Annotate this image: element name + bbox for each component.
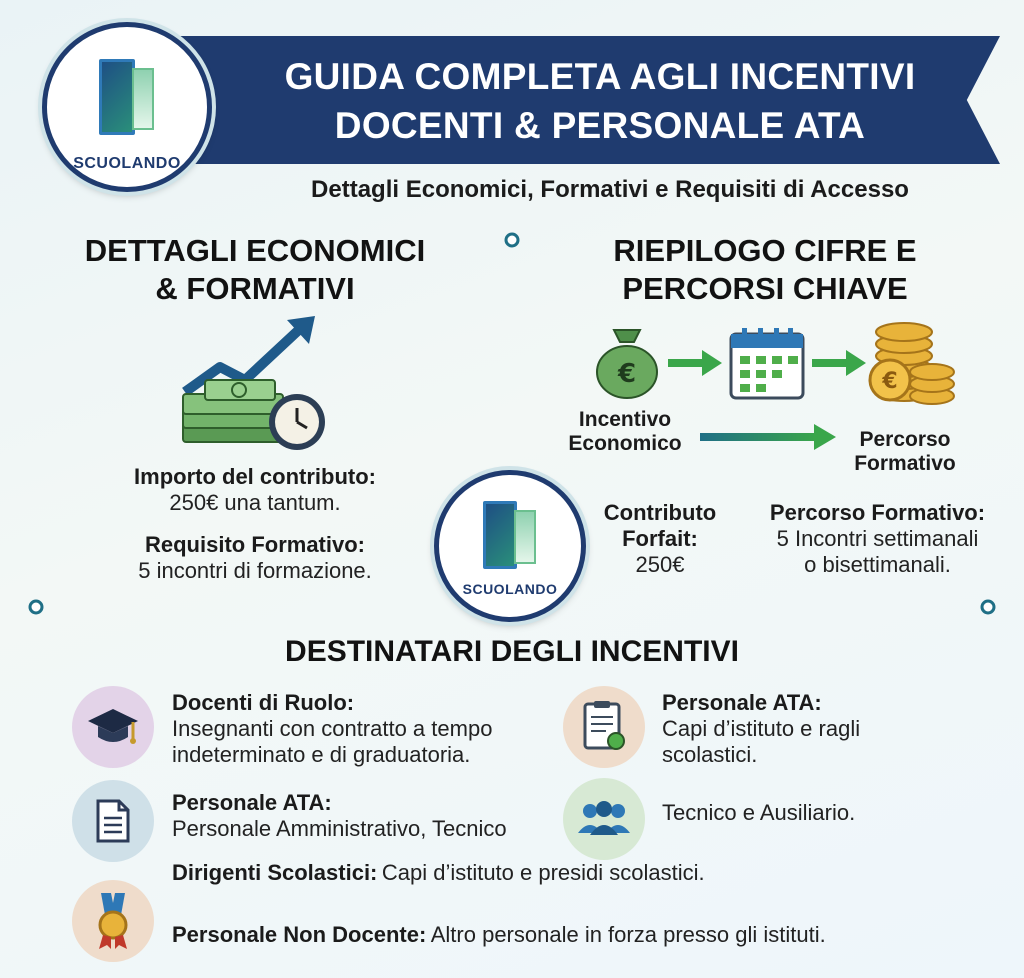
contributo-label: Contributo [603, 500, 717, 525]
logo-center [434, 470, 586, 622]
incentivo-label [545, 408, 705, 456]
svg-text:€: € [617, 359, 637, 389]
contributo-label: Forfait: [622, 526, 698, 551]
docenti-block [172, 690, 562, 768]
docenti-text: Insegnanti con contratto a tempo [172, 716, 493, 741]
importo-block [60, 464, 450, 516]
arrow-long-right-icon [700, 424, 836, 450]
percorso-label [825, 428, 985, 476]
ata1-block [662, 690, 992, 768]
ata2-block [172, 790, 572, 842]
section-title-economici [30, 232, 480, 308]
calendar-icon [728, 326, 806, 402]
dirigenti-label: Dirigenti Scolastici: [172, 860, 378, 885]
requisito-block [50, 532, 460, 584]
requisito-label: Requisito Formativo: [144, 532, 365, 557]
ata1-label: Personale ATA: [662, 690, 822, 715]
percorso-line: Percorso [859, 428, 951, 451]
medal-icon [72, 880, 154, 962]
ata1-text: scolastici. [662, 742, 758, 767]
title-line-1: GUIDA COMPLETA AGLI INCENTIVI [284, 56, 916, 97]
percorso-formativo-value: 5 Incontri settimanali [776, 526, 979, 551]
section-title-line: DETTAGLI ECONOMICI [84, 233, 426, 268]
contributo-value: 250€ [635, 552, 685, 577]
arrow-right-icon [668, 350, 722, 376]
percorso-block [745, 500, 1010, 578]
nondocente-label: Personale Non Docente: [172, 922, 427, 947]
graduation-cap-icon [72, 686, 154, 768]
incentivo-line: Incentivo [578, 408, 672, 431]
incentivo-line: Economico [568, 432, 682, 455]
section-title-line: & FORMATIVI [155, 271, 355, 306]
logo-top [42, 22, 212, 192]
importo-value: 250€ una tantum. [169, 490, 341, 515]
page-subtitle: Dettagli Economici, Formativi e Requisiti di Accesso [311, 176, 909, 203]
nondocente-text: Altro personale in forza presso gli istituti. [430, 922, 826, 947]
money-growth-icon [175, 312, 335, 462]
certificate-icon [563, 686, 645, 768]
ata2-label: Personale ATA: [172, 790, 332, 815]
ata1-text: Capi d’istituto e ragli [662, 716, 861, 741]
requisito-value: 5 incontri di formazione. [138, 558, 372, 583]
ata2-text: Personale Amministrativo, Tecnico [172, 816, 507, 841]
section-title-destinatari: DESTINATARI DEGLI INCENTIVI [285, 635, 739, 668]
dirigenti-block [172, 860, 872, 886]
svg-text:€: € [882, 369, 898, 394]
section-title-line: PERCORSI CHIAVE [622, 271, 908, 306]
logo-text: SCUOLANDO [462, 581, 558, 597]
page-title [230, 52, 970, 150]
importo-label: Importo del contributo: [134, 464, 376, 489]
percorso-formativo-value: o bisettimanali. [804, 552, 951, 577]
title-line-2: DOCENTI & PERSONALE ATA [334, 105, 866, 146]
tecnico-text: Tecnico e Ausiliario. [662, 800, 856, 825]
dirigenti-text: Capi d’istituto e presidi scolastici. [381, 860, 705, 885]
docenti-label: Docenti di Ruolo: [172, 690, 355, 715]
logo-text: SCUOLANDO [73, 155, 181, 172]
arrow-right-icon [812, 350, 866, 376]
money-bag-icon [590, 320, 664, 400]
section-title-riepilogo [540, 232, 990, 308]
section-title-line: RIEPILOGO CIFRE E [613, 233, 917, 268]
nondocente-block [172, 922, 972, 948]
door-icon [483, 501, 517, 569]
document-icon [72, 780, 154, 862]
coins-icon [860, 318, 960, 410]
contributo-block [580, 500, 740, 578]
docenti-text: indeterminato e di graduatoria. [172, 742, 471, 767]
door-icon [99, 59, 135, 135]
percorso-formativo-label: Percorso Formativo: [769, 500, 986, 525]
percorso-line: Formativo [854, 452, 956, 475]
people-group-icon [563, 778, 645, 860]
